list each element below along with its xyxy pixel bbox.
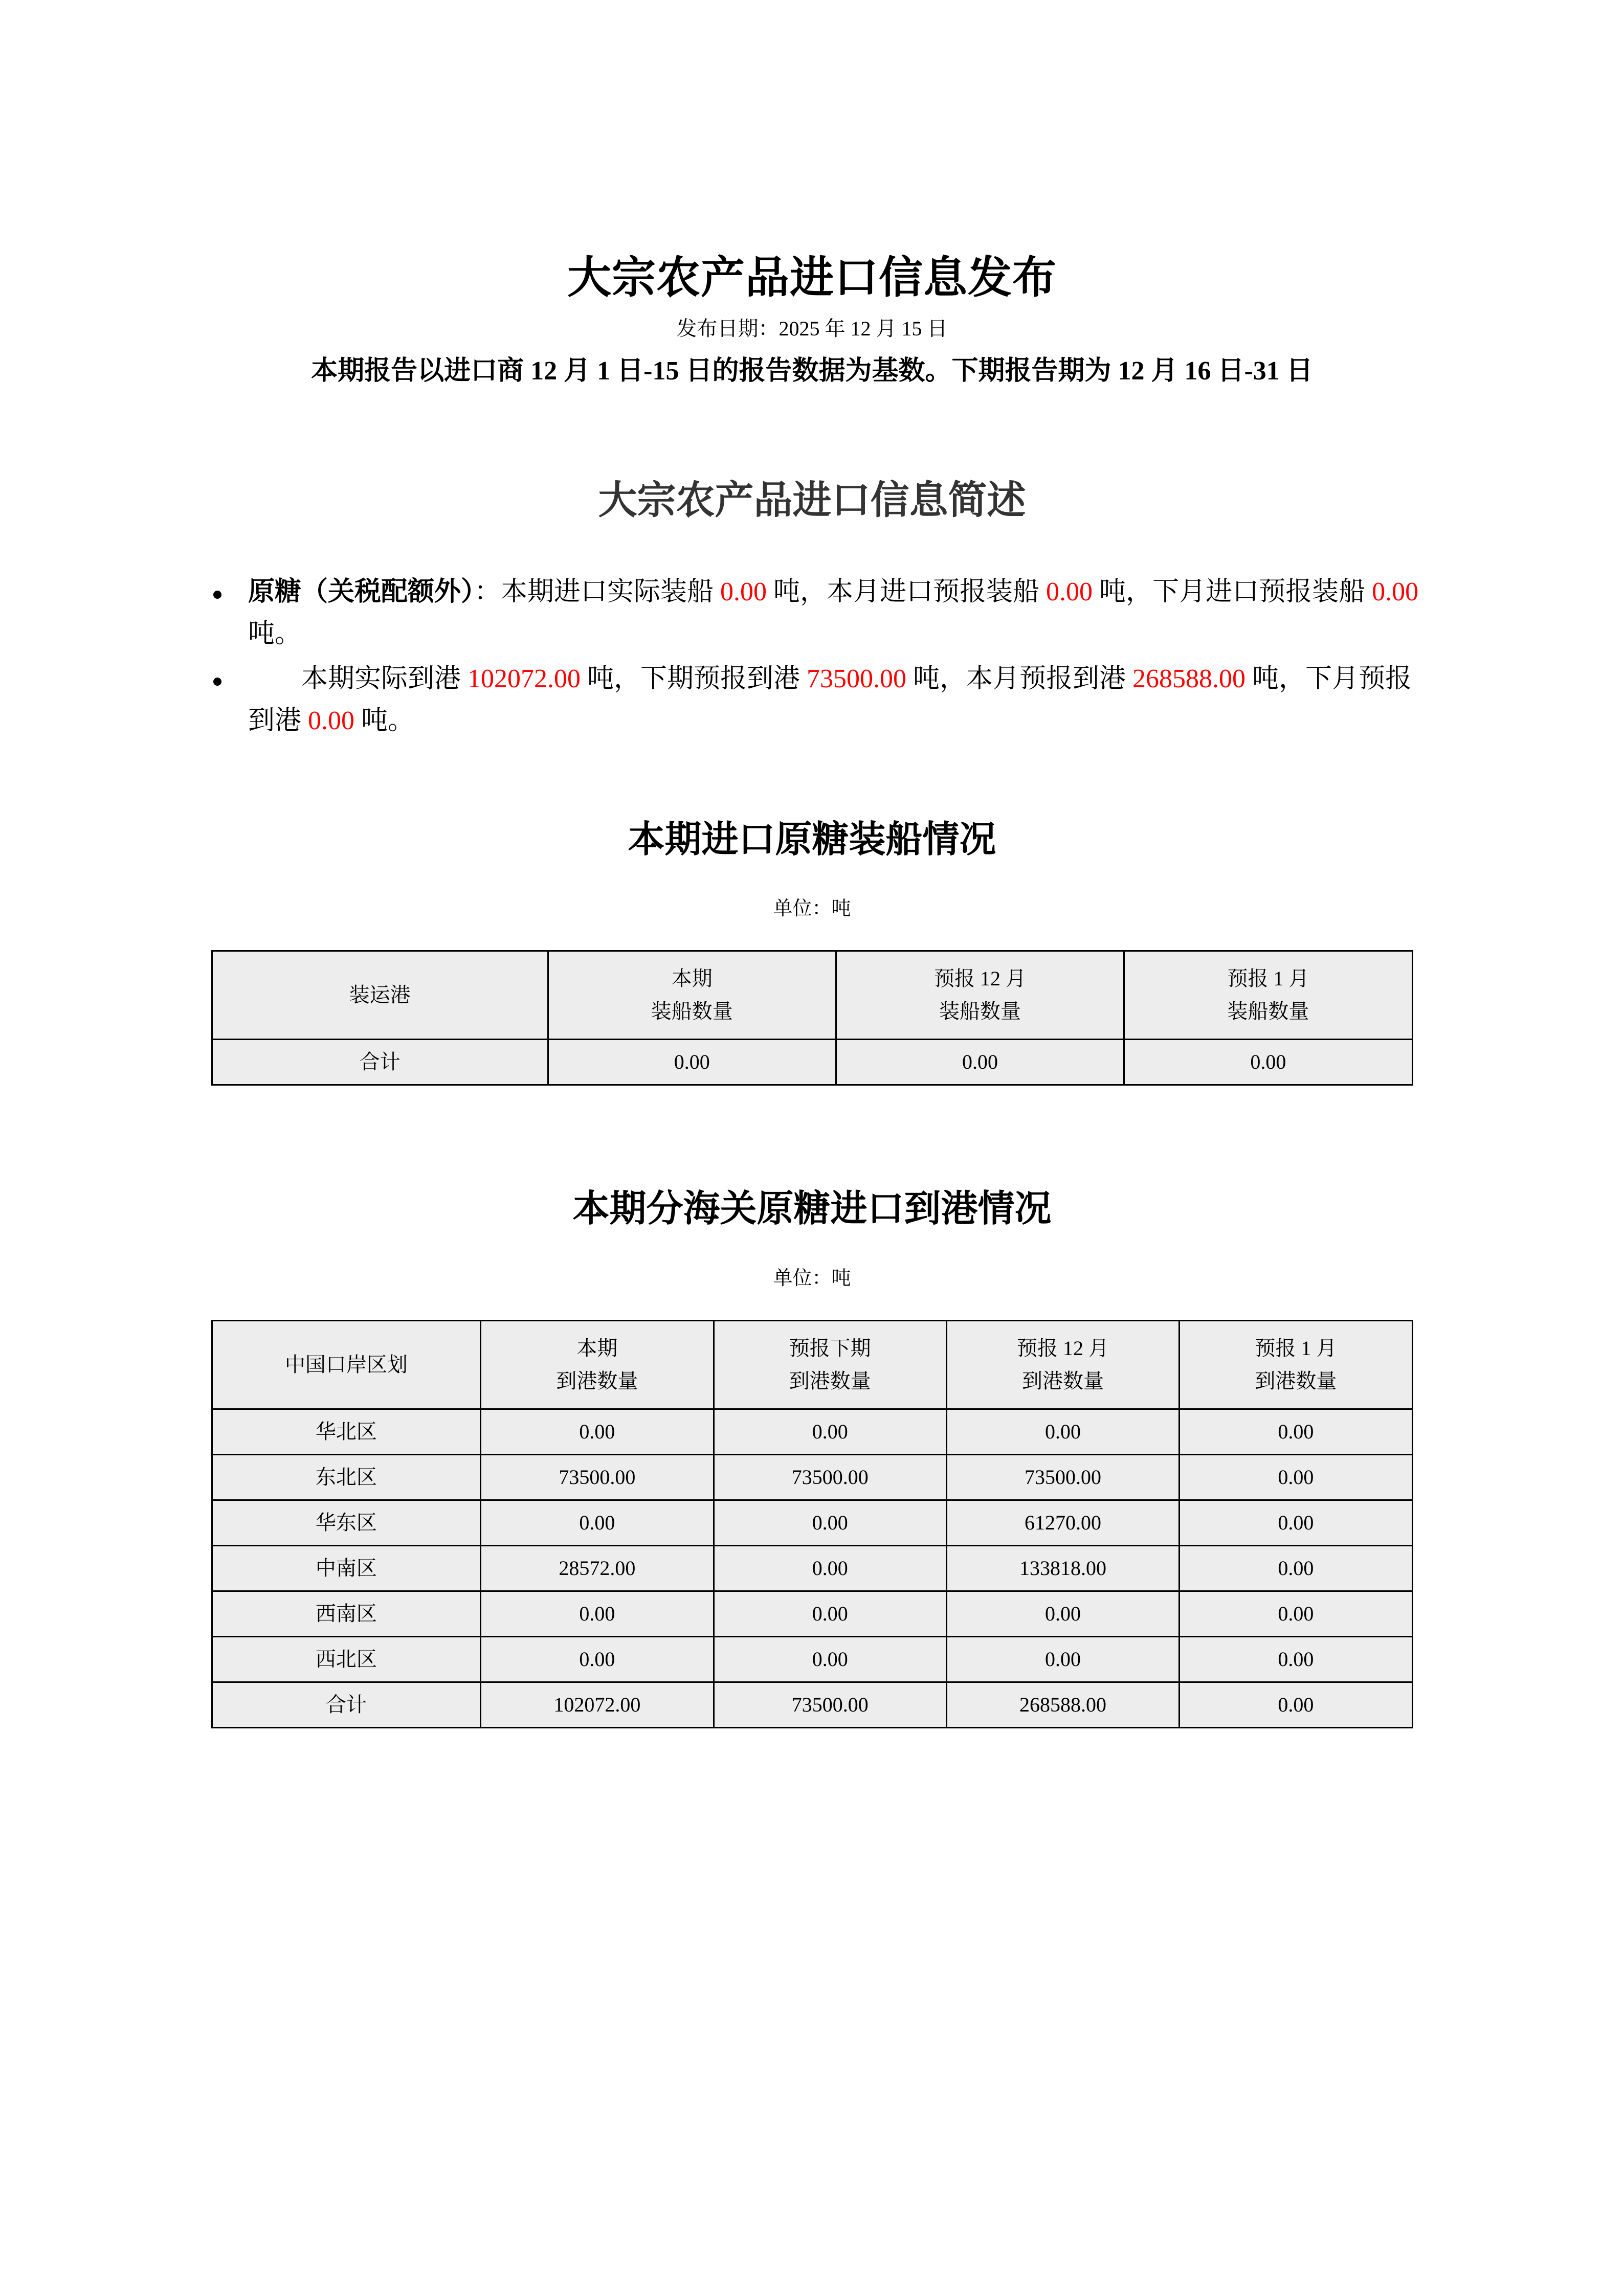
bullet2-seg5: 吨。 bbox=[354, 706, 415, 736]
table-row bbox=[212, 1409, 1412, 1454]
table-cell-label: 华北区 bbox=[212, 1409, 481, 1454]
table-row bbox=[212, 1636, 1412, 1682]
table-row bbox=[212, 1500, 1412, 1545]
page-title: 大宗农产品进口信息发布 bbox=[567, 253, 1057, 302]
publish-date: 发布日期：2025 年 12 月 15 日 bbox=[676, 317, 948, 341]
table-cell-label: 西北区 bbox=[212, 1636, 481, 1682]
bullet2-value-next-period-forecast: 73500.00 bbox=[807, 664, 907, 693]
table-header-cell bbox=[1124, 951, 1412, 1040]
header-line-2: 到港数量 bbox=[556, 1369, 638, 1392]
table-cell-label: 西南区 bbox=[212, 1591, 481, 1636]
header-line-1: 本期 bbox=[576, 1336, 618, 1360]
table-cell-value: 0.00 bbox=[1124, 1040, 1412, 1085]
header-line-1: 预报 12 月 bbox=[1017, 1336, 1109, 1360]
header-line-1: 中国口岸区划 bbox=[284, 1353, 408, 1376]
table-cell-value: 268588.00 bbox=[946, 1682, 1179, 1727]
table-cell-label: 合计 bbox=[212, 1040, 548, 1085]
shipment-table bbox=[211, 950, 1413, 1086]
table-cell-value: 0.00 bbox=[1180, 1500, 1412, 1545]
table-header-cell bbox=[481, 1320, 714, 1409]
header-line-1: 本期 bbox=[671, 967, 713, 991]
shipment-unit-label: 单位：吨 bbox=[773, 898, 851, 920]
summary-bullet-raw-sugar bbox=[192, 571, 1432, 655]
bullet1-seg3: 吨， bbox=[1093, 577, 1153, 606]
table-cell-value: 133818.00 bbox=[946, 1545, 1179, 1591]
table-cell-value: 73500.00 bbox=[714, 1682, 946, 1727]
table-header-cell bbox=[212, 951, 548, 1040]
bullet1-value-month-forecast-shipped: 0.00 bbox=[1046, 577, 1093, 606]
header-line-1: 装运港 bbox=[349, 983, 411, 1007]
table-cell-value: 0.00 bbox=[946, 1636, 1179, 1682]
table-cell-value: 0.00 bbox=[1180, 1591, 1412, 1636]
bullet1-value-next-month-forecast-shipped: 0.00 bbox=[1372, 577, 1419, 606]
table-header-cell bbox=[946, 1320, 1179, 1409]
table-cell-value: 0.00 bbox=[1180, 1636, 1412, 1682]
table-cell-value: 28572.00 bbox=[481, 1545, 714, 1591]
table-row-total bbox=[212, 1682, 1412, 1727]
table-header-cell bbox=[836, 951, 1124, 1040]
header-line-2: 到港数量 bbox=[789, 1369, 871, 1392]
table-cell-value: 0.00 bbox=[1180, 1682, 1412, 1727]
header-line-1: 预报 12 月 bbox=[934, 967, 1027, 991]
arrival-unit-label: 单位：吨 bbox=[773, 1267, 851, 1289]
table-row bbox=[212, 1591, 1412, 1636]
table-cell-value: 0.00 bbox=[548, 1040, 836, 1085]
table-cell-label: 中南区 bbox=[212, 1545, 481, 1591]
arrival-table-body bbox=[212, 1409, 1412, 1727]
table-cell-value: 0.00 bbox=[481, 1636, 714, 1682]
bullet-term-raw-sugar: 原糖（关税配额外） bbox=[248, 577, 475, 606]
bullet2-value-current-arrived: 102072.00 bbox=[468, 664, 581, 693]
bullet2-seg4: 吨，下月预报到港 bbox=[248, 664, 1412, 736]
table-cell-value: 61270.00 bbox=[946, 1500, 1179, 1545]
header-line-1: 预报 1 月 bbox=[1255, 1336, 1337, 1360]
shipment-section-heading: 本期进口原糖装船情况 bbox=[628, 819, 996, 861]
header-line-2: 装船数量 bbox=[651, 1000, 733, 1023]
table-cell-value: 0.00 bbox=[946, 1591, 1179, 1636]
table-cell-value: 0.00 bbox=[481, 1500, 714, 1545]
table-cell-label: 华东区 bbox=[212, 1500, 481, 1545]
table-cell-value: 0.00 bbox=[481, 1591, 714, 1636]
table-cell-value: 0.00 bbox=[1180, 1409, 1412, 1454]
header-line-2: 装船数量 bbox=[939, 1000, 1021, 1023]
table-header-row bbox=[212, 1320, 1412, 1409]
arrival-table bbox=[211, 1320, 1413, 1728]
header-line-2: 到港数量 bbox=[1022, 1369, 1104, 1392]
bullet2-seg3: 吨，本月预报到港 bbox=[906, 664, 1133, 693]
bullet2-seg2: 吨，下期预报到港 bbox=[581, 664, 807, 693]
summary-bullet-arrivals bbox=[192, 658, 1432, 742]
header-line-2: 装船数量 bbox=[1227, 1000, 1309, 1023]
table-header-cell bbox=[212, 1320, 481, 1409]
table-cell-value: 102072.00 bbox=[481, 1682, 714, 1727]
table-cell-label: 东北区 bbox=[212, 1454, 481, 1500]
arrival-table-header bbox=[212, 1320, 1412, 1409]
header-line-2: 到港数量 bbox=[1255, 1369, 1337, 1392]
arrival-section-heading: 本期分海关原糖进口到港情况 bbox=[572, 1188, 1052, 1230]
table-cell-value: 73500.00 bbox=[481, 1454, 714, 1500]
table-cell-value: 0.00 bbox=[714, 1636, 946, 1682]
table-cell-value: 0.00 bbox=[714, 1409, 946, 1454]
bullet2-value-month-forecast: 268588.00 bbox=[1132, 664, 1246, 693]
table-cell-value: 0.00 bbox=[714, 1545, 946, 1591]
bullet1-seg4: 下月进口预报装船 bbox=[1152, 577, 1372, 606]
table-header-cell bbox=[1180, 1320, 1412, 1409]
table-cell-value: 0.00 bbox=[714, 1500, 946, 1545]
summary-bullet-list bbox=[192, 571, 1432, 742]
shipment-table-body bbox=[212, 1040, 1412, 1085]
bullet1-seg2: 吨，本月进口预报装船 bbox=[767, 577, 1047, 606]
table-cell-value: 0.00 bbox=[946, 1409, 1179, 1454]
bullet1-seg5: 吨。 bbox=[248, 619, 302, 648]
table-cell-label: 合计 bbox=[212, 1682, 481, 1727]
report-period-note: 本期报告以进口商 12 月 1 日-15 日的报告数据为基数。下期报告期为 12 月 16 日-31 日 bbox=[311, 356, 1313, 386]
table-cell-value: 0.00 bbox=[1180, 1454, 1412, 1500]
table-cell-value: 73500.00 bbox=[946, 1454, 1179, 1500]
table-cell-value: 0.00 bbox=[481, 1409, 714, 1454]
shipment-table-header bbox=[212, 951, 1412, 1040]
bullet1-seg1: ：本期进口实际装船 bbox=[474, 577, 721, 606]
table-header-cell bbox=[714, 1320, 946, 1409]
table-header-cell bbox=[548, 951, 836, 1040]
table-cell-value: 0.00 bbox=[714, 1591, 946, 1636]
table-row bbox=[212, 1454, 1412, 1500]
table-row bbox=[212, 1545, 1412, 1591]
header-line-1: 预报下期 bbox=[789, 1336, 871, 1360]
summary-heading: 大宗农产品进口信息简述 bbox=[598, 479, 1026, 522]
bullet1-value-current-shipped: 0.00 bbox=[720, 577, 767, 606]
table-cell-value: 73500.00 bbox=[714, 1454, 946, 1500]
table-row bbox=[212, 1040, 1412, 1085]
table-cell-value: 0.00 bbox=[1180, 1545, 1412, 1591]
bullet2-value-next-month-forecast: 0.00 bbox=[308, 706, 355, 736]
bullet2-seg1: 本期实际到港 bbox=[301, 664, 468, 693]
table-cell-value: 0.00 bbox=[836, 1040, 1124, 1085]
table-header-row bbox=[212, 951, 1412, 1040]
header-line-1: 预报 1 月 bbox=[1227, 967, 1309, 991]
